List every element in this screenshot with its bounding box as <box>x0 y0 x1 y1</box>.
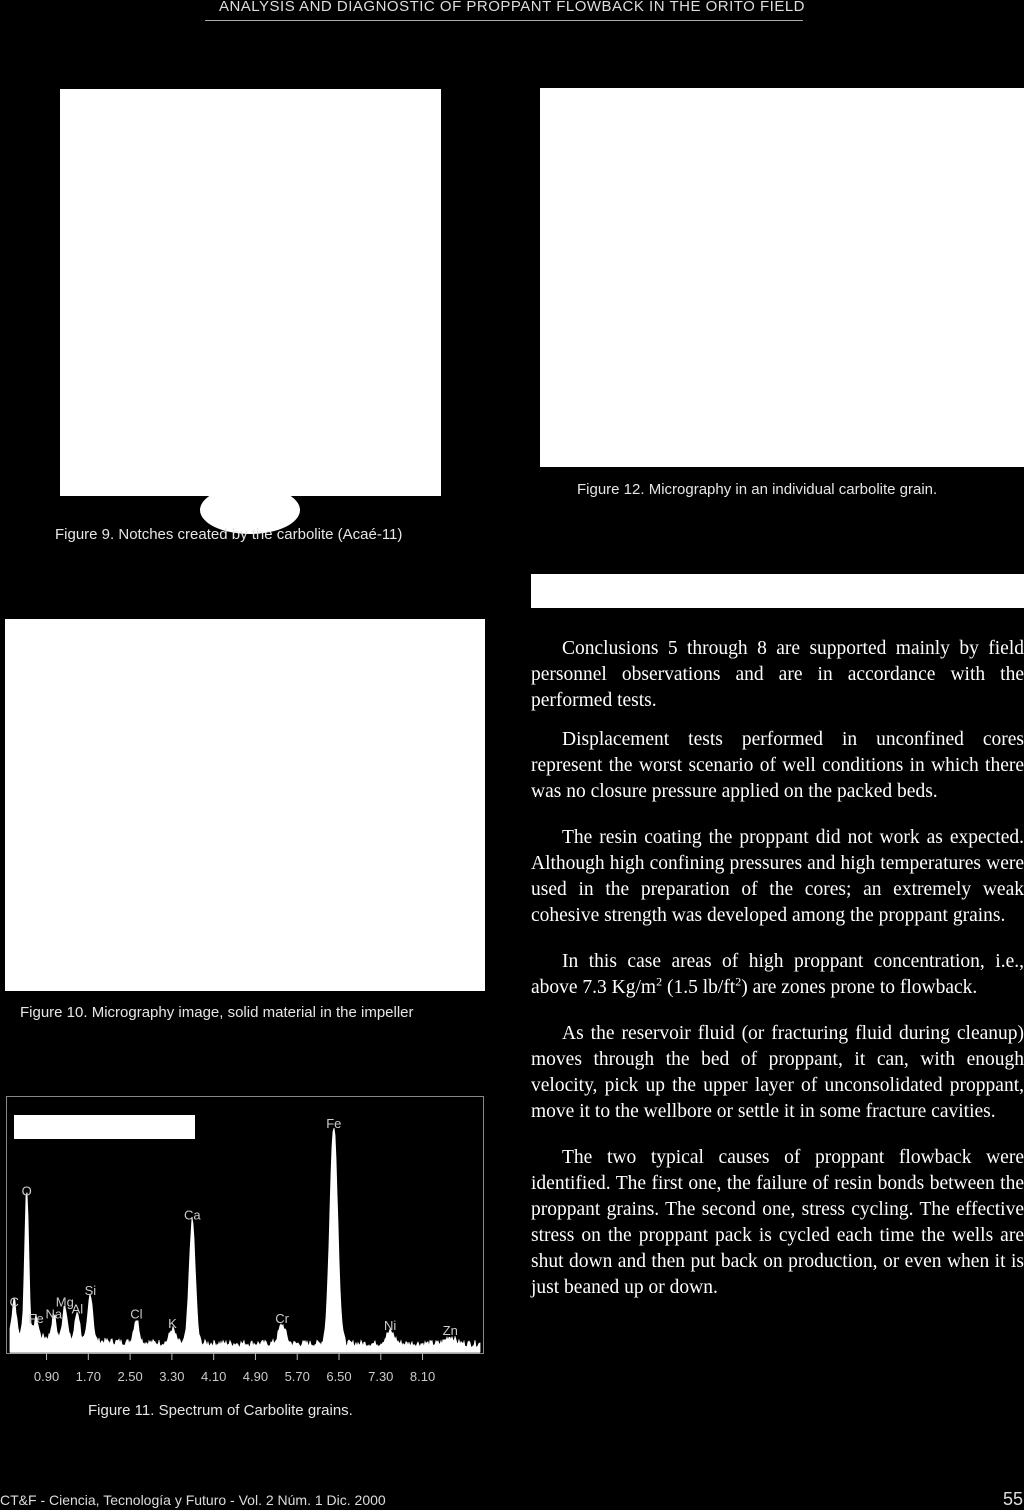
peak-label: Cr <box>275 1311 289 1327</box>
figure-12-image <box>540 88 1024 467</box>
peak-label: Al <box>71 1301 84 1317</box>
peak-label: Na <box>45 1306 63 1322</box>
peak-label: Si <box>84 1282 97 1298</box>
superscript-1: 2 <box>656 974 663 989</box>
x-tick-label: 7.30 <box>368 1369 394 1384</box>
peak-label: Fe <box>28 1311 44 1327</box>
paragraph-2: Displacement tests performed in unconfined cores represent the worst scenario of well conditions in which there was no closure pressure applied on the packed beds. <box>531 729 1024 802</box>
peak-label: Ca <box>183 1207 201 1223</box>
flowback-text-b: (1.5 lb/ft <box>662 977 736 998</box>
paragraph-3: The resin coating the proppant did not work as expected. Although high confining pressures and high temperatures were used in the preparation of the cores; an extremely weak cohesive strength was developed among the proppant grains. <box>531 827 1024 926</box>
figure-12-caption: Figure 12. Micrography in an individual carbolite grain. <box>577 481 938 498</box>
x-tick-label: 0.90 <box>33 1369 60 1384</box>
peak-label: Ni <box>384 1318 397 1334</box>
figure-11-spectrum-chart <box>6 1096 484 1396</box>
paragraph-4 <box>531 949 1024 1001</box>
figure-10-image <box>5 619 485 991</box>
header-rule <box>205 20 803 21</box>
peak-label: Zn <box>442 1322 458 1338</box>
figure-11-caption: Figure 11. Spectrum of Carbolite grains. <box>88 1402 353 1419</box>
footer-citation: CT&F - Ciencia, Tecnología y Futuro - Vol. 2 Núm. 1 Dic. 2000 <box>0 1492 386 1508</box>
peak-label: Mg <box>55 1294 74 1310</box>
paragraph-5: As the reservoir fluid (or fracturing fluid during cleanup) moves through the bed of proppant, it can, with enough velocity, pick up the upper layer of unconsolidated proppant, move it to the wellbore or settle it in some fracture cavities. <box>531 1023 1024 1122</box>
peak-label: C <box>9 1294 19 1310</box>
peak-label: K <box>168 1315 177 1331</box>
x-tick-label: 1.70 <box>75 1369 101 1384</box>
x-tick-label: 2.50 <box>117 1369 143 1384</box>
peak-label: Fe <box>326 1116 342 1131</box>
superscript-2: 2 <box>735 974 742 989</box>
x-tick-label: 8.10 <box>409 1369 436 1384</box>
x-tick-label: 4.90 <box>242 1369 269 1384</box>
flowback-text-a: In this case areas of high proppant concentration, i.e., above 7.3 Kg/m <box>531 951 1024 998</box>
peak-label: O <box>21 1183 32 1199</box>
section-heading-bar <box>531 574 1024 608</box>
spectrum-trace <box>10 1128 480 1352</box>
x-tick-label: 4.10 <box>201 1369 227 1384</box>
body-text <box>531 636 1024 1314</box>
paragraph-6: The two typical causes of proppant flowback were identified. The first one, the failure of resin bonds between the proppant grains. The second one, stress cycling. The effective stress on the proppant pack is cycled each time the wells are shut down and then put back on production, or even when it is just beaned up or down. <box>531 1147 1024 1298</box>
x-tick-label: 5.70 <box>284 1369 310 1384</box>
peak-label: Cl <box>130 1306 143 1322</box>
x-tick-label: 6.50 <box>326 1369 352 1384</box>
x-tick-label: 3.30 <box>159 1369 185 1384</box>
flowback-text-c: ) are zones prone to flowback. <box>741 977 978 998</box>
figure-10-caption: Figure 10. Micrography image, solid material in the impeller <box>20 1004 414 1021</box>
figure-9-image <box>60 89 441 512</box>
figure-9-caption: Figure 9. Notches created by the carbolite (Acaé-11) <box>55 526 403 543</box>
running-header: ANALYSIS AND DIAGNOSTIC OF PROPPANT FLOWBACK IN THE ORITO FIELD <box>218 0 806 15</box>
page-number: 55 <box>1003 1489 1024 1509</box>
paragraph-1: Conclusions 5 through 8 are supported mainly by field personnel observations and are in accordance with the performed tests. <box>531 638 1024 711</box>
